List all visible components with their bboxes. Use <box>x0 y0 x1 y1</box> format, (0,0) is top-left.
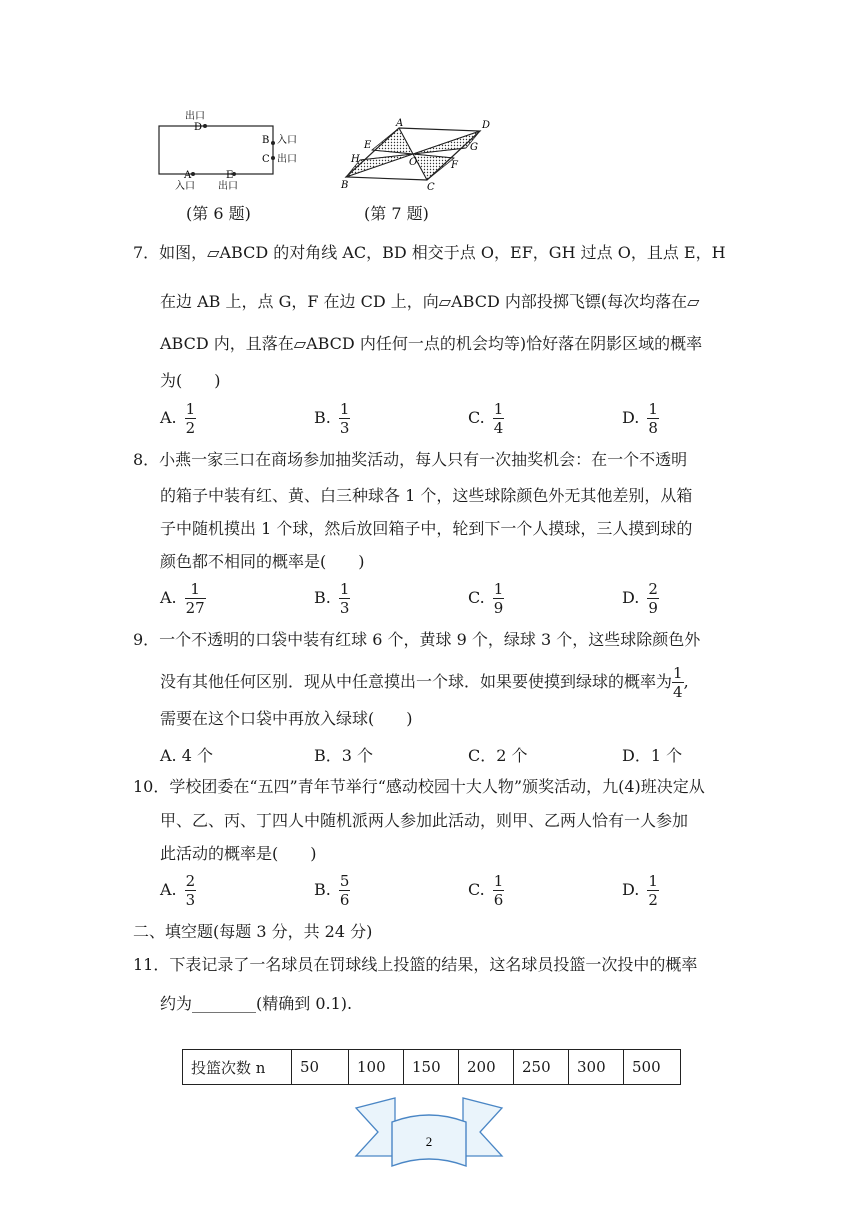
fig6-label-a: A <box>184 170 192 181</box>
fig7-label-e: E <box>364 140 372 151</box>
q7-line-2: 在边 AB 上，点 G，F 在边 CD 上，向▱ABCD 内部投掷飞镖(每次均落在▱ <box>160 292 700 311</box>
q7-option-d: D. $\frac{1}{8}$ <box>622 400 658 437</box>
fig7-label-c: C <box>427 182 435 193</box>
q9-option-c: C．2 个 <box>468 746 528 765</box>
table-cell: 250 <box>514 1050 569 1085</box>
q7-option-b: B. $\frac{1}{3}$ <box>314 400 350 437</box>
q8-option-d: D. $\frac{2}{9}$ <box>622 580 658 617</box>
q7-line-4: 为( ) <box>160 371 221 390</box>
fig7-label-g: G <box>470 142 478 153</box>
table-cell: 300 <box>569 1050 624 1085</box>
fig7-label-b: B <box>341 180 349 191</box>
q8-line-3: 子中随机摸出 1 个球，然后放回箱子中，轮到下一个人摸球，三人摸到球的 <box>160 519 693 538</box>
ribbon-right-tail <box>463 1098 502 1156</box>
table-cell: 150 <box>404 1050 459 1085</box>
fig6-caption: (第 6 题) <box>186 204 251 223</box>
q8-line-1: 8．小燕一家三口在商场参加抽奖活动，每人只有一次抽奖机会：在一个不透明 <box>133 450 688 469</box>
fig7-label-f: F <box>451 160 458 171</box>
table-cell: 200 <box>459 1050 514 1085</box>
q9-line-1: 9．一个不透明的口袋中装有红球 6 个，黄球 9 个，绿球 3 个，这些球除颜色外 <box>133 630 701 649</box>
q9-option-b: B．3 个 <box>314 746 374 765</box>
q10-line-3: 此活动的概率是( ) <box>160 844 317 863</box>
q10-line-2: 甲、乙、丙、丁四人中随机派两人参加此活动，则甲、乙两人恰有一人参加 <box>160 811 689 830</box>
fig6-label-entrance-bottom: 入口 <box>175 181 195 192</box>
q8-option-c: C. $\frac{1}{9}$ <box>468 580 504 617</box>
page-number: 2 <box>425 1134 433 1149</box>
q10-line-1: 10．学校团委在“五四”青年节举行“感动校园十大人物”颁奖活动，九(4)班决定从 <box>133 777 705 796</box>
fig7-label-d: D <box>482 120 491 131</box>
fig7-label-h: H <box>351 154 360 165</box>
fig6-label-c: C <box>262 154 270 165</box>
fig6-label-exit-bottom: 出口 <box>218 181 238 192</box>
fig6-label-exit-right: 出口 <box>277 154 297 165</box>
table-cell: 100 <box>349 1050 404 1085</box>
q11-line-2: 约为________(精确到 0.1). <box>160 994 353 1013</box>
q9-line-2: 没有其他任何区别．现从中任意摸出一个球．如果要使摸到绿球的概率为 $\frac{1}{4}$ , <box>160 664 689 701</box>
fig6-label-b: B <box>262 135 270 146</box>
fig7-label-a: A <box>396 118 404 129</box>
fig6-label-entrance-right: 入口 <box>277 135 297 146</box>
q8-option-a: A. $\frac{1}{27}$ <box>160 580 205 617</box>
q9-line-3: 需要在这个口袋中再放入绿球( ) <box>160 709 413 728</box>
section-2-heading: 二、填空题(每题 3 分，共 24 分) <box>133 922 373 941</box>
q7-line-3: ABCD 内，且落在▱ABCD 内任何一点的机会均等)恰好落在阴影区域的概率 <box>160 334 703 353</box>
q10-option-b: B. $\frac{5}{6}$ <box>314 872 350 909</box>
fig6-label-e: E <box>226 170 234 181</box>
table-cell: 50 <box>292 1050 349 1085</box>
q7-option-c: C. $\frac{1}{4}$ <box>468 400 504 437</box>
fig6-label-d: D <box>194 122 203 133</box>
ribbon-left-tail <box>356 1098 395 1156</box>
q9-option-d: D．1 个 <box>622 746 683 765</box>
q8-line-2: 的箱子中装有红、黄、白三种球各 1 个，这些球除颜色外无其他差别，从箱 <box>160 486 693 505</box>
q10-option-c: C. $\frac{1}{6}$ <box>468 872 504 909</box>
q11-line-1: 11．下表记录了一名球员在罚球线上投篮的结果，这名球员投篮一次投中的概率 <box>133 955 698 974</box>
q7-line-1: 7．如图，▱ABCD 的对角线 AC，BD 相交于点 O，EF，GH 过点 O，且点 E，H <box>133 243 726 262</box>
q10-option-a: A. $\frac{2}{3}$ <box>160 872 196 909</box>
q8-option-b: B. $\frac{1}{3}$ <box>314 580 350 617</box>
q10-option-d: D. $\frac{1}{2}$ <box>622 872 658 909</box>
fig6-label-exit-top: 出口 <box>185 111 205 122</box>
fig7-label-o: O <box>409 157 418 168</box>
q9-option-a: A. 4 个 <box>160 746 213 765</box>
table-cell: 500 <box>624 1050 681 1085</box>
fig7-caption: (第 7 题) <box>364 204 429 223</box>
q7-option-a: A. $\frac{1}{2}$ <box>160 400 196 437</box>
q8-line-4: 颜色都不相同的概率是( ) <box>160 552 365 571</box>
table-header-cell: 投篮次数 n <box>183 1050 292 1085</box>
